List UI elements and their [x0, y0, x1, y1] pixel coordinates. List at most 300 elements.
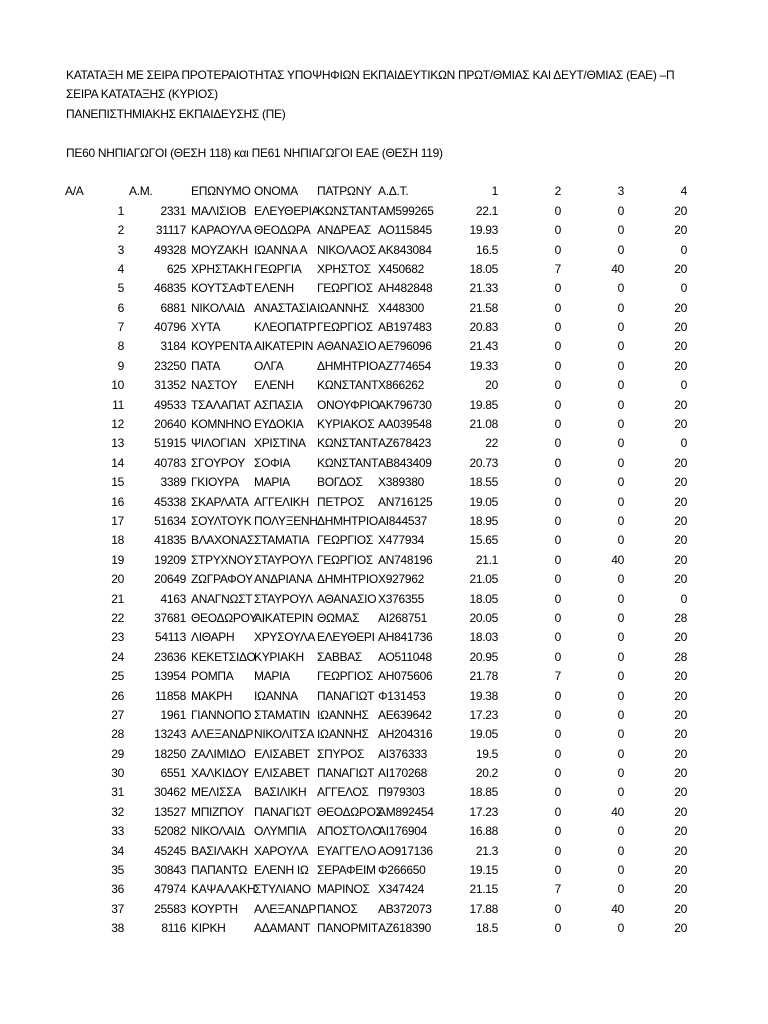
patronymic-cell: ΣΑΒΒΑΣ: [317, 649, 363, 664]
first-name-cell: ΣΤΑΜΑΤΙΑ: [254, 533, 310, 548]
first-name-cell: ΜΑΡΙΑ: [254, 475, 290, 490]
id-card-cell: ΑΒ843409: [378, 455, 432, 470]
score-1-cell: 19.33: [469, 358, 498, 373]
score-3-cell: 0: [617, 630, 624, 645]
table-header-row: [0, 182, 768, 201]
first-name-cell: ΟΛΥΜΠΙΑ: [254, 824, 307, 839]
registry-number-cell: 41835: [154, 533, 186, 548]
table-row: [0, 396, 768, 415]
score-1-cell: 19.5: [475, 746, 498, 761]
score-3-cell: 0: [617, 281, 624, 296]
surname-cell: ΣΚΑΡΛΑΤΑ: [191, 494, 249, 509]
score-2-cell: 0: [554, 688, 561, 703]
id-card-cell: Χ376355: [378, 591, 424, 606]
table-row-cells: [62, 357, 689, 376]
first-name-cell: ΙΩΑΝΝΑ: [254, 688, 298, 703]
first-name-cell: ΚΛΕΟΠΑΤΡ: [254, 320, 317, 335]
id-card-cell: ΑΒ197483: [378, 320, 432, 335]
score-1-cell: 17.23: [469, 707, 498, 722]
score-4-cell: 20: [674, 203, 687, 218]
registry-number-cell: 18250: [154, 746, 186, 761]
registry-number-cell: 30462: [154, 785, 186, 800]
score-1-cell: 21.15: [469, 882, 498, 897]
first-name-cell: ΣΤΑΥΡΟΥΛ: [254, 591, 313, 606]
registry-number-cell: 54113: [155, 630, 186, 645]
score-3-cell: 0: [617, 242, 624, 257]
id-card-cell: ΑΚ843084: [378, 242, 432, 257]
score-2-cell: 0: [554, 746, 561, 761]
row-number-cell: 5: [117, 281, 124, 296]
table-row: [0, 628, 768, 647]
row-number-cell: 13: [111, 436, 124, 451]
score-3-cell: 0: [617, 863, 624, 878]
table-row-cells: [62, 260, 689, 279]
score-1-cell: 16.88: [469, 824, 498, 839]
score-4-cell: 0: [680, 378, 687, 393]
score-2-cell: 0: [554, 804, 561, 819]
score-2-cell: 0: [554, 397, 561, 412]
score-1-cell: 18.05: [469, 261, 498, 276]
score-2-cell: 0: [554, 533, 561, 548]
id-card-cell: ΑΜ892454: [378, 804, 434, 819]
id-card-cell: Χ450682: [378, 261, 424, 276]
score-2-cell: 0: [554, 766, 561, 781]
table-row: [0, 919, 768, 938]
score-3-cell: 0: [617, 688, 624, 703]
score-1-cell: 21.08: [469, 417, 498, 432]
patronymic-cell: ΑΝΔΡΕΑΣ: [317, 223, 372, 238]
score-3-cell: 0: [617, 475, 624, 490]
score-1-cell: 21.33: [469, 281, 498, 296]
registry-number-cell: 6881: [160, 300, 186, 315]
table-row: [0, 376, 768, 395]
surname-cell: ΜΟΥΖΑΚΗ: [191, 242, 248, 257]
score-2-cell: 7: [554, 882, 561, 897]
first-name-cell: ΑΛΕΞΑΝΔΡ: [254, 901, 317, 916]
score-4-cell: 0: [680, 281, 687, 296]
score-1-cell: 18.85: [469, 785, 498, 800]
id-card-cell: ΑΙ844537: [378, 513, 427, 528]
patronymic-cell: ΑΘΑΝΑΣΙΟ: [317, 591, 377, 606]
patronymic-cell: ΠΑΝΑΓΙΩΤ: [317, 766, 375, 781]
id-card-cell: ΑΟ511048: [378, 649, 432, 664]
table-row-cells: [62, 900, 689, 919]
table-row: [0, 202, 768, 221]
patronymic-cell: ΙΩΑΝΝΗΣ: [317, 707, 369, 722]
id-card-cell: Π979303: [378, 785, 425, 800]
score-2-cell: 0: [554, 707, 561, 722]
row-number-cell: 28: [111, 727, 124, 742]
score-3-cell: 0: [617, 397, 624, 412]
row-number-cell: 20: [111, 572, 124, 587]
surname-cell: ΜΑΚΡΗ: [191, 688, 233, 703]
score-2-cell: 0: [554, 300, 561, 315]
score-4-cell: 20: [674, 727, 687, 742]
row-number-cell: 36: [111, 882, 124, 897]
id-card-cell: ΑΖ774654: [378, 358, 431, 373]
score-1-cell: 22: [485, 436, 498, 451]
first-name-cell: ΟΛΓΑ: [254, 358, 284, 373]
registry-number-cell: 51915: [154, 436, 186, 451]
score-1-cell: 19.38: [469, 688, 498, 703]
score-1-cell: 20.83: [469, 320, 498, 335]
patronymic-cell: ΑΘΑΝΑΣΙΟ: [317, 339, 377, 354]
table-body: [0, 202, 768, 939]
surname-cell: ΝΑΣΤΟΥ: [191, 378, 238, 393]
patronymic-cell: ΠΑΝΟΣ: [317, 901, 358, 916]
id-card-cell: ΑΑ039548: [378, 417, 432, 432]
surname-cell: ΚΟΥΡΤΗ: [191, 901, 238, 916]
score-4-cell: 20: [674, 533, 687, 548]
first-name-cell: ΧΑΡΟΥΛΑ: [254, 843, 308, 858]
id-card-cell: Χ927962: [378, 572, 424, 587]
surname-cell: ΤΣΑΛΑΠΑΤ: [191, 397, 251, 412]
row-number-cell: 4: [117, 261, 124, 276]
surname-cell: ΚΑΡΑΟΥΛΑ: [191, 223, 252, 238]
score-2-cell: 0: [554, 378, 561, 393]
table-row: [0, 783, 768, 802]
row-number-cell: 9: [117, 358, 124, 373]
table-row-cells: [62, 803, 689, 822]
table-row: [0, 279, 768, 298]
score-3-cell: 0: [617, 339, 624, 354]
id-card-cell: ΑΕ639642: [378, 707, 432, 722]
registry-number-cell: 37681: [154, 610, 186, 625]
surname-cell: ΚΙΡΚΗ: [191, 921, 226, 936]
score-3-cell: 0: [617, 203, 624, 218]
score-4-cell: 20: [674, 494, 687, 509]
id-card-cell: ΑΙ176904: [378, 824, 427, 839]
score-4-cell: 20: [674, 746, 687, 761]
score-3-cell: 0: [617, 785, 624, 800]
score-4-cell: 20: [674, 630, 687, 645]
id-card-cell: ΑΝ716125: [378, 494, 433, 509]
registry-number-cell: 13527: [154, 804, 186, 819]
blank-row: [0, 163, 768, 182]
registry-number-cell: 23636: [154, 649, 186, 664]
document-title-line-3: ΠΑΝΕΠΙΣΤΗΜΙΑΚΗΣ ΕΚΠΑΙΔΕΥΣΗΣ (ΠΕ): [66, 106, 286, 121]
score-1-cell: 19.85: [469, 397, 498, 412]
registry-number-cell: 40783: [154, 455, 186, 470]
id-card-cell: ΑΗ204316: [378, 727, 433, 742]
patronymic-cell: ΑΠΟΣΤΟΛΟ: [317, 824, 382, 839]
score-1-cell: 21.78: [469, 669, 498, 684]
registry-number-cell: 23250: [154, 358, 186, 373]
score-3-cell: 0: [617, 378, 624, 393]
row-number-cell: 22: [111, 610, 124, 625]
score-4-cell: 20: [674, 300, 687, 315]
registry-number-cell: 45338: [154, 494, 186, 509]
table-row-cells: [62, 531, 689, 550]
score-3-cell: 0: [617, 591, 624, 606]
row-number-cell: 21: [111, 591, 124, 606]
id-card-cell: ΑΒ372073: [378, 901, 432, 916]
surname-cell: ΑΛΕΞΑΝΔΡ: [191, 727, 254, 742]
patronymic-cell: ΔΗΜΗΤΡΙΟ: [317, 513, 378, 528]
score-2-cell: 7: [554, 261, 561, 276]
score-1-cell: 18.5: [475, 921, 498, 936]
spreadsheet-page: [0, 66, 768, 939]
score-3-cell: 0: [617, 882, 624, 897]
row-number-cell: 11: [112, 397, 124, 412]
header-score-3: 3: [617, 184, 624, 199]
score-2-cell: 0: [554, 727, 561, 742]
score-4-cell: 20: [674, 785, 687, 800]
score-4-cell: 20: [674, 843, 687, 858]
table-row-cells: [62, 241, 689, 260]
score-4-cell: 20: [674, 804, 687, 819]
row-number-cell: 17: [111, 513, 124, 528]
score-4-cell: 20: [674, 688, 687, 703]
table-row-cells: [62, 279, 689, 298]
table-row-cells: [62, 880, 689, 899]
table-row-cells: [62, 725, 689, 744]
table-row: [0, 687, 768, 706]
table-row: [0, 648, 768, 667]
surname-cell: ΜΕΛΙΣΣΑ: [191, 785, 242, 800]
registry-number-cell: 4163: [160, 591, 186, 606]
id-card-cell: ΑΗ075606: [378, 669, 433, 684]
score-2-cell: 0: [554, 455, 561, 470]
score-3-cell: 0: [617, 921, 624, 936]
score-4-cell: 20: [674, 863, 687, 878]
table-row: [0, 764, 768, 783]
first-name-cell: ΓΕΩΡΓΙΑ: [254, 261, 302, 276]
score-4-cell: 20: [674, 455, 687, 470]
id-card-cell: Φ266650: [378, 863, 426, 878]
score-4-cell: 20: [674, 552, 687, 567]
patronymic-cell: ΙΩΑΝΝΗΣ: [317, 300, 369, 315]
id-card-cell: ΑΚ796730: [378, 397, 432, 412]
row-number-cell: 15: [111, 475, 124, 490]
score-3-cell: 40: [611, 804, 624, 819]
registry-number-cell: 13243: [154, 727, 186, 742]
table-row: [0, 415, 768, 434]
header-surname: ΕΠΩΝΥΜΟ: [191, 184, 251, 199]
patronymic-cell: ΕΥΑΓΓΕΛΟ: [317, 843, 377, 858]
row-number-cell: 16: [111, 494, 124, 509]
patronymic-cell: ΓΕΩΡΓΙΟΣ: [317, 669, 373, 684]
header-score-4: 4: [680, 184, 687, 199]
table-row: [0, 531, 768, 550]
registry-number-cell: 31117: [155, 223, 186, 238]
table-row-cells: [62, 745, 689, 764]
table-row-cells: [62, 822, 689, 841]
id-card-cell: ΑΜ599265: [378, 203, 434, 218]
document-title-line-2: ΣΕΙΡΑ ΚΑΤΑΤΑΞΗΣ (ΚΥΡΙΟΣ): [66, 87, 218, 102]
score-3-cell: 0: [617, 436, 624, 451]
table-row: [0, 221, 768, 240]
table-row: [0, 667, 768, 686]
section-title: ΠΕ60 ΝΗΠΙΑΓΩΓΟΙ (ΘΕΣΗ 118) και ΠΕ61 ΝΗΠΙΑΓΩΓΟΙ ΕΑΕ (ΘΕΣΗ 119): [66, 145, 443, 160]
first-name-cell: ΠΟΛΥΞΕΝΗ: [254, 513, 318, 528]
first-name-cell: ΣΤΑΜΑΤΙΝ: [254, 707, 310, 722]
table-row-cells: [62, 706, 689, 725]
score-1-cell: 20.73: [469, 455, 498, 470]
header-score-1: 1: [491, 184, 498, 199]
table-row-cells: [62, 299, 689, 318]
table-row: [0, 337, 768, 356]
row-number-cell: 25: [111, 669, 124, 684]
row-number-cell: 31: [111, 785, 124, 800]
surname-cell: ΛΙΘΑΡΗ: [191, 630, 235, 645]
score-3-cell: 0: [617, 610, 624, 625]
header-patronymic: ΠΑΤΡΩΝΥ: [317, 184, 372, 199]
first-name-cell: ΕΛΕΝΗ ΙΩ: [254, 863, 309, 878]
first-name-cell: ΒΑΣΙΛΙΚΗ: [254, 785, 307, 800]
score-1-cell: 20.95: [469, 649, 498, 664]
row-number-cell: 37: [111, 901, 124, 916]
id-card-cell: ΑΟ917136: [378, 843, 433, 858]
score-4-cell: 20: [674, 921, 687, 936]
score-4-cell: 20: [674, 339, 687, 354]
row-number-cell: 8: [117, 339, 124, 354]
row-number-cell: 12: [111, 417, 124, 432]
table-row: [0, 473, 768, 492]
score-3-cell: 0: [617, 843, 624, 858]
row-number-cell: 33: [111, 824, 124, 839]
score-4-cell: 20: [674, 320, 687, 335]
table-row-cells: [62, 570, 689, 589]
registry-number-cell: 1961: [160, 707, 186, 722]
registry-number-cell: 3389: [160, 475, 186, 490]
score-3-cell: 0: [617, 649, 624, 664]
patronymic-cell: ΘΕΟΔΩΡΟΣ: [317, 804, 383, 819]
score-2-cell: 0: [554, 436, 561, 451]
patronymic-cell: ΓΕΩΡΓΙΟΣ: [317, 552, 373, 567]
surname-cell: ΠΑΠΑΝΤΩ: [191, 863, 247, 878]
table-row-cells: [62, 396, 689, 415]
score-3-cell: 0: [617, 300, 624, 315]
score-2-cell: 0: [554, 901, 561, 916]
table-row-cells: [62, 783, 689, 802]
score-4-cell: 28: [674, 649, 687, 664]
id-card-cell: Χ389380: [378, 475, 424, 490]
score-2-cell: 0: [554, 921, 561, 936]
first-name-cell: ΑΙΚΑΤΕΡΙΝ: [254, 610, 314, 625]
score-3-cell: 0: [617, 824, 624, 839]
score-3-cell: 0: [617, 358, 624, 373]
id-card-cell: ΑΖ678423: [378, 436, 431, 451]
score-1-cell: 18.55: [469, 475, 498, 490]
score-1-cell: 19.93: [469, 223, 498, 238]
score-4-cell: 20: [674, 397, 687, 412]
table-header: [62, 182, 689, 201]
row-number-cell: 1: [117, 203, 124, 218]
score-2-cell: 0: [554, 863, 561, 878]
table-row-cells: [62, 454, 689, 473]
table-row: [0, 900, 768, 919]
row-number-cell: 26: [111, 688, 124, 703]
header-id-card: Α.Δ.Τ.: [378, 184, 409, 199]
row-number-cell: 34: [111, 843, 124, 858]
patronymic-cell: ΧΡΗΣΤΟΣ: [317, 261, 371, 276]
table-row-cells: [62, 202, 689, 221]
first-name-cell: ΣΟΦΙΑ: [254, 455, 291, 470]
patronymic-cell: ΠΕΤΡΟΣ: [317, 494, 364, 509]
score-4-cell: 0: [680, 591, 687, 606]
first-name-cell: ΙΩΑΝΝΑ Α: [254, 242, 308, 257]
score-3-cell: 40: [611, 261, 624, 276]
table-row-cells: [62, 512, 689, 531]
score-1-cell: 17.88: [469, 901, 498, 916]
first-name-cell: ΜΑΡΙΑ: [254, 669, 290, 684]
first-name-cell: ΕΛΕΝΗ: [254, 378, 294, 393]
row-number-cell: 35: [111, 863, 124, 878]
patronymic-cell: ΜΑΡΙΝΟΣ: [317, 882, 370, 897]
table-row-cells: [62, 493, 689, 512]
row-number-cell: 29: [111, 746, 124, 761]
score-3-cell: 0: [617, 455, 624, 470]
score-4-cell: 20: [674, 475, 687, 490]
score-4-cell: 20: [674, 669, 687, 684]
table-row-cells: [62, 590, 689, 609]
patronymic-cell: ΕΛΕΥΘΕΡΙ: [317, 630, 375, 645]
surname-cell: ΨΙΛΟΓΙΑΝ: [191, 436, 246, 451]
table-row: [0, 745, 768, 764]
score-2-cell: 0: [554, 417, 561, 432]
first-name-cell: ΧΡΥΣΟΥΛΑ: [254, 630, 316, 645]
score-2-cell: 0: [554, 572, 561, 587]
score-4-cell: 20: [674, 417, 687, 432]
first-name-cell: ΕΛΙΣΑΒΕΤ: [254, 766, 310, 781]
id-card-cell: Χ477934: [378, 533, 424, 548]
score-2-cell: 0: [554, 475, 561, 490]
row-number-cell: 24: [111, 649, 124, 664]
first-name-cell: ΑΝΔΡΙΑΝΑ: [254, 572, 313, 587]
patronymic-cell: ΓΕΩΡΓΙΟΣ: [317, 281, 373, 296]
table-row: [0, 861, 768, 880]
patronymic-cell: ΔΗΜΗΤΡΙΟ: [317, 358, 378, 373]
score-2-cell: 0: [554, 242, 561, 257]
surname-cell: ΠΑΤΑ: [191, 358, 221, 373]
score-2-cell: 0: [554, 358, 561, 373]
table-row: [0, 241, 768, 260]
id-card-cell: ΑΙ376333: [378, 746, 427, 761]
table-row: [0, 299, 768, 318]
score-4-cell: 20: [674, 824, 687, 839]
score-3-cell: 40: [611, 552, 624, 567]
score-1-cell: 21.58: [469, 300, 498, 315]
score-3-cell: 0: [617, 746, 624, 761]
surname-cell: ΝΙΚΟΛΑΙΔ: [191, 824, 245, 839]
registry-number-cell: 40796: [154, 320, 186, 335]
score-3-cell: 0: [617, 766, 624, 781]
score-1-cell: 18.03: [469, 630, 498, 645]
table-row-cells: [62, 434, 689, 453]
first-name-cell: ΘΕΟΔΩΡΑ: [254, 223, 311, 238]
id-card-cell: ΑΙ170268: [378, 766, 427, 781]
registry-number-cell: 46835: [154, 281, 186, 296]
registry-number-cell: 19209: [154, 552, 186, 567]
score-3-cell: 0: [617, 417, 624, 432]
first-name-cell: ΕΛΙΣΑΒΕΤ: [254, 746, 310, 761]
table-row-cells: [62, 764, 689, 783]
row-number-cell: 38: [111, 921, 124, 936]
score-2-cell: 0: [554, 320, 561, 335]
score-2-cell: 0: [554, 630, 561, 645]
table-row-cells: [62, 337, 689, 356]
table-row-cells: [62, 415, 689, 434]
score-1-cell: 19.15: [469, 863, 498, 878]
score-4-cell: 20: [674, 513, 687, 528]
document-title-line-1: ΚΑΤΑΤΑΞΗ ΜΕ ΣΕΙΡΑ ΠΡΟΤΕΡΑΙΟΤΗΤΑΣ ΥΠΟΨΗΦΙΩΝ ΕΚΠΑΙΔΕΥΤΙΚΩΝ ΠΡΩΤ/ΘΜΙΑΣ ΚΑΙ ΔΕΥΤ/ΘΜΙΑΣ (ΕΑΕ) –Π: [66, 68, 675, 82]
surname-cell: ΖΑΛΙΜΙΔΟ: [191, 746, 246, 761]
id-card-cell: ΑΝ748196: [378, 552, 433, 567]
surname-cell: ΣΟΥΛΤΟΥΚ: [191, 513, 252, 528]
score-1-cell: 19.05: [469, 494, 498, 509]
first-name-cell: ΑΙΚΑΤΕΡΙΝ: [254, 339, 314, 354]
